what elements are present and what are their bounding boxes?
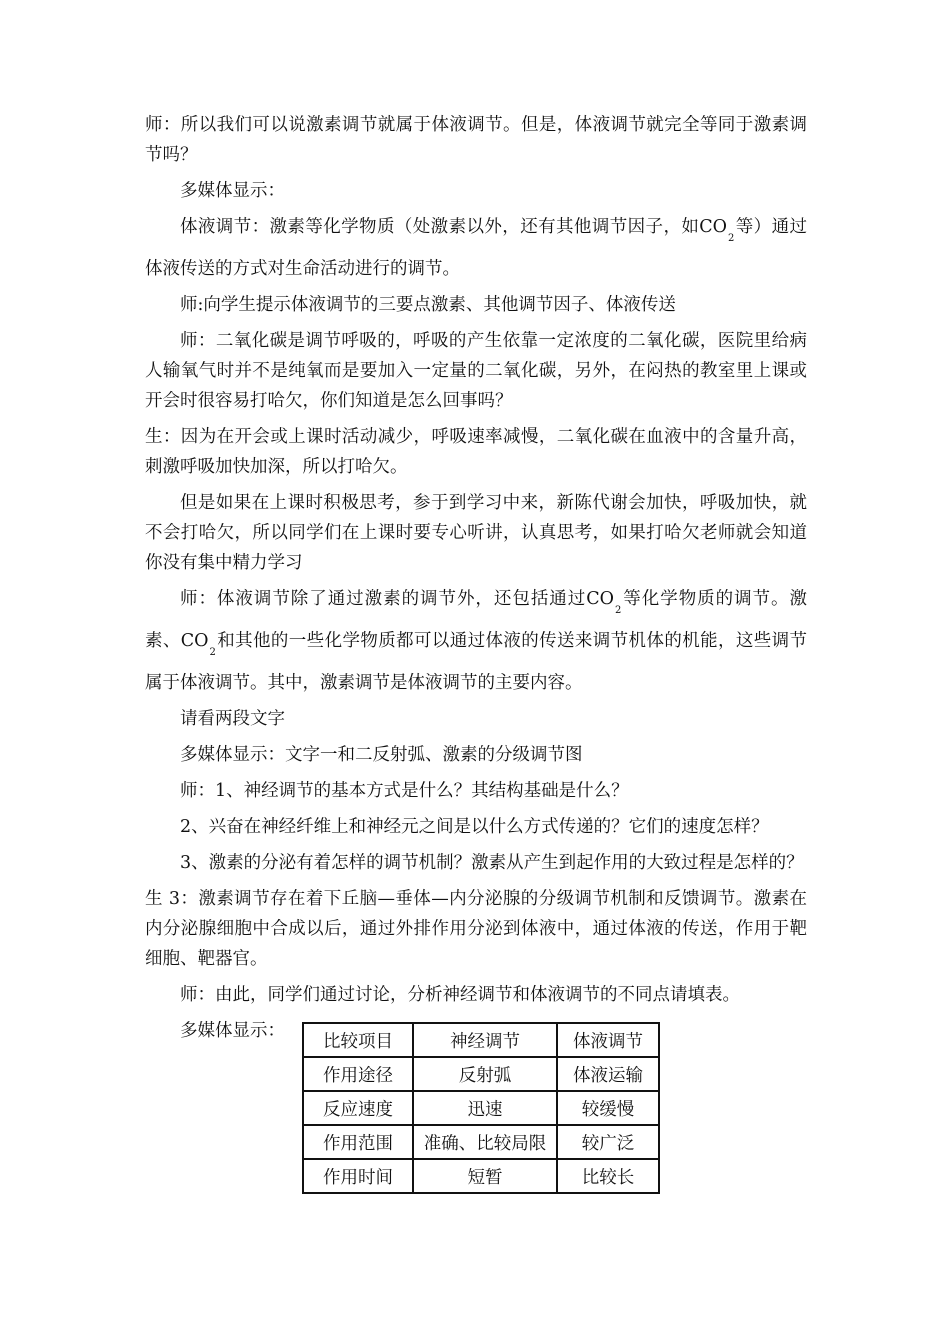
table-cell: 反射弧 [413,1057,557,1091]
paragraph: 师：所以我们可以说激素调节就属于体液调节。但是，体液调节就完全等同于激素调节吗？ [145,115,807,165]
table-row [303,1159,659,1193]
paragraph: 多媒体显示： [180,181,285,201]
document-body [145,110,807,1052]
text-run: 等）通过体液传送的方式对生命活动进行的调节。 [145,217,807,279]
table-row [303,1057,659,1091]
subscript: 2 [209,647,216,658]
paragraph: 师：1、神经调节的基本方式是什么？其结构基础是什么？ [180,781,629,801]
text-run: 和其他的一些化学物质都可以通过体液的传送来调节机体的机能，这些调节属于体液调节。其中，激素调节是体液调节的主要内容。 [145,631,807,693]
paragraph [145,212,807,284]
comparison-table [302,1022,660,1194]
subscript: 2 [614,605,622,616]
paragraph: 但是如果在上课时积极思考，参于到学习中来，新陈代谢会加快，呼吸加快，就不会打哈欠，所以同学们在上课时要专心听讲，认真思考，如果打哈欠老师就会知道你没有集中精力学习 [145,493,807,573]
table-cell: 神经调节 [413,1023,557,1057]
text-run: 师：体液调节除了通过激素的调节外，还包括通过CO [180,589,614,609]
paragraph: 多媒体显示：文字一和二反射弧、激素的分级调节图 [180,745,583,765]
table-cell: 较缓慢 [557,1091,659,1125]
table-cell: 较广泛 [557,1125,659,1159]
table-row [303,1125,659,1159]
table-cell: 迅速 [413,1091,557,1125]
paragraph [145,584,807,698]
table-row [303,1091,659,1125]
table-cell: 比较长 [557,1159,659,1193]
paragraph: 师:向学生提示体液调节的三要点激素、其他调节因子、体液传送 [180,295,676,315]
paragraph: 多媒体显示： [180,1021,285,1041]
paragraph: 师：由此，同学们通过讨论，分析神经调节和体液调节的不同点请填表。 [180,985,740,1005]
table-row [303,1023,659,1057]
text-run: 等化学物质的调节。激素、CO [145,589,807,651]
subscript: 2 [728,233,735,244]
table-cell: 短暂 [413,1159,557,1193]
paragraph: 生 3：激素调节存在着下丘脑—垂体—内分泌腺的分级调节机制和反馈调节。激素在内分泌腺细胞中合成以后，通过外排作用分泌到体液中，通过体液的传送，作用于靶细胞、靶器官。 [145,889,807,969]
table-cell: 准确、比较局限 [413,1125,557,1159]
text-run: 体液调节：激素等化学物质（处激素以外，还有其他调节因子，如CO [180,217,727,237]
table-cell: 反应速度 [303,1091,413,1125]
paragraph: 师：二氧化碳是调节呼吸的，呼吸的产生依靠一定浓度的二氧化碳，医院里给病人输氧气时并不是纯氧而是要加入一定量的二氧化碳，另外，在闷热的教室里上课或开会时很容易打哈欠，你们知道是怎么回事吗？ [145,331,807,411]
table-cell: 体液调节 [557,1023,659,1057]
paragraph: 2、兴奋在神经纤维上和神经元之间是以什么方式传递的？它们的速度怎样？ [180,817,769,837]
table-cell: 比较项目 [303,1023,413,1057]
paragraph: 请看两段文字 [180,709,285,729]
table-cell: 体液运输 [557,1057,659,1091]
table-cell: 作用范围 [303,1125,413,1159]
paragraph: 3、激素的分泌有着怎样的调节机制？激素从产生到起作用的大致过程是怎样的？ [180,853,804,873]
table-cell: 作用途径 [303,1057,413,1091]
table-cell: 作用时间 [303,1159,413,1193]
paragraph: 生：因为在开会或上课时活动减少，呼吸速率减慢，二氧化碳在血液中的含量升高，刺激呼吸加快加深，所以打哈欠。 [145,427,807,477]
